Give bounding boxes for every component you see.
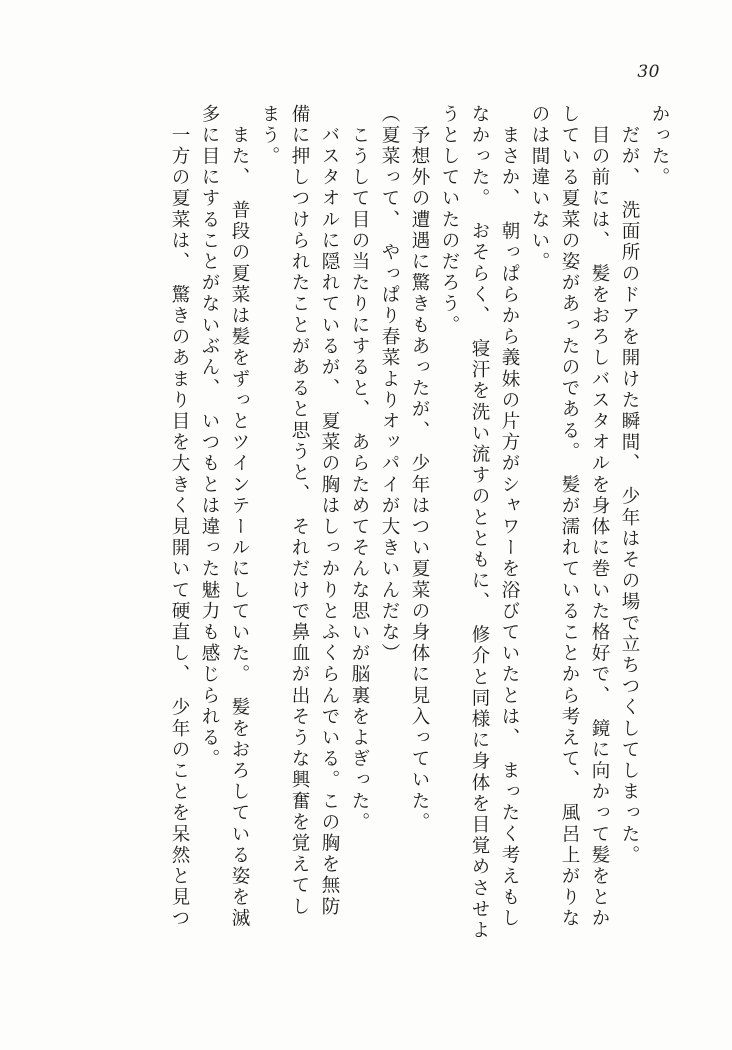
text-column: まう。: [259, 104, 280, 168]
text-column: している夏菜の姿があったのである。 髪が濡れていることから考えて、 風呂上がりな: [559, 104, 580, 930]
text-column: 目の前には、 髪をおろしバスタオルを身体に巻いた格好で、 鏡に向かって髪をとか: [589, 104, 610, 930]
text-column: 予想外の遭遇に驚きもあったが、 少年はつい夏菜の身体に見入っていた。: [409, 104, 430, 834]
text-column: バスタオルに隠れているが、 夏菜の胸はしっかりとふくらんでいる。この胸を無防: [319, 104, 340, 918]
body-text: [96, 104, 668, 992]
text-column: かった。: [649, 104, 670, 189]
text-column: なかった。 おそらく、 寝汗を洗い流すのとともに、 修介と同様に身体を目覚めさせよ: [469, 104, 490, 942]
text-column: 備に押しつけられたことがあると思うと、 それだけで鼻血が出そうな興奮を覚えてし: [289, 104, 310, 918]
text-column: うとしていたのだろう。: [439, 104, 460, 337]
text-column: まさか、 朝っぱらから義妹の片方がシャワーを浴びていたとは、 まったく考えもし: [499, 104, 520, 930]
text-column: こうして目の当たりにすると、 あらためてそんな思いが脳裏をよぎった。: [349, 104, 370, 834]
text-column: のは間違いない。: [529, 104, 550, 273]
text-column: （夏菜って、 やっぱり春菜よりオッパイが大きいんだな）: [379, 104, 400, 665]
text-column: だが、 洗面所のドアを開けた瞬間、 少年はその場で立ちつくしてしまった。: [619, 104, 640, 867]
text-column: また、 普段の夏菜は髪をずっとツインテールにしていた。 髪をおろしている姿を滅: [229, 104, 250, 930]
page-number: 30: [637, 62, 660, 82]
text-column: 多に目にすることがないぶん、 いつもとは違った魅力も感じられる。: [199, 104, 220, 770]
text-column: 一方の夏菜は、 驚きのあまり目を大きく見開いて硬直し、 少年のことを呆然と見つ: [169, 104, 190, 930]
